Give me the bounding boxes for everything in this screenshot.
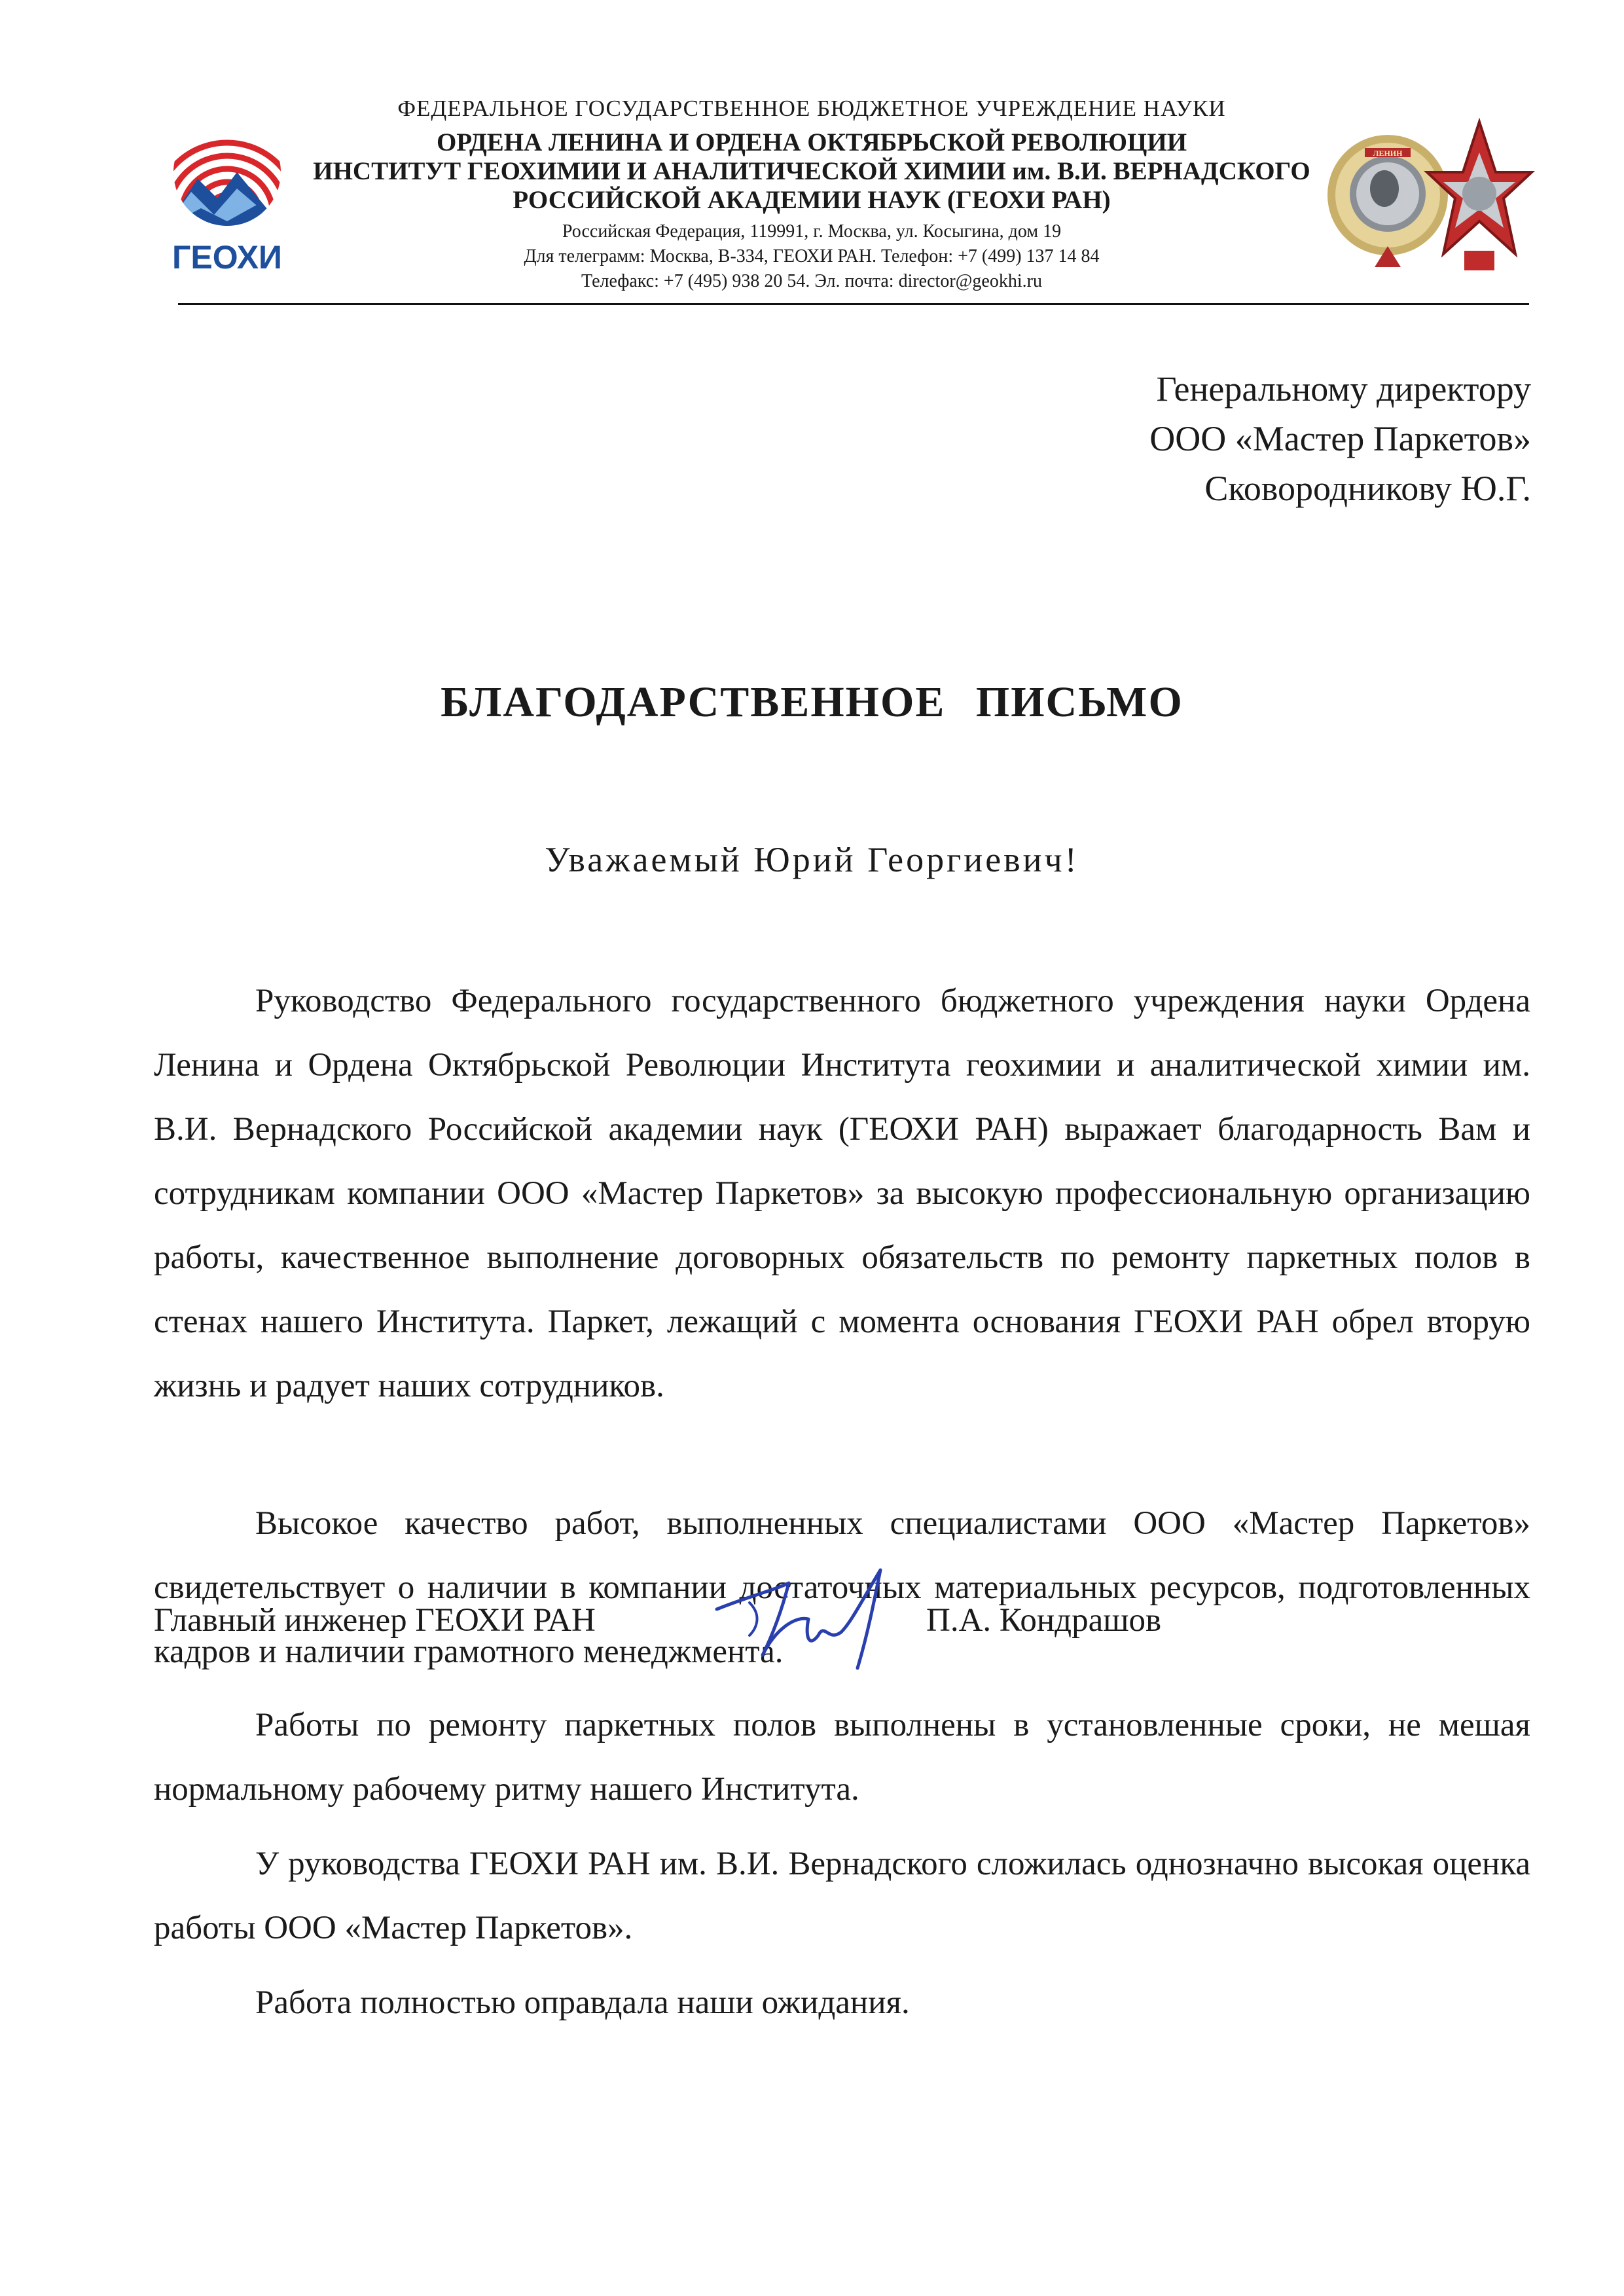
header-line-3: ИНСТИТУТ ГЕОХИМИИ И АНАЛИТИЧЕСКОЙ ХИМИИ им. В.И. ВЕРНАДСКОГО <box>313 157 1310 185</box>
body-paragraph-4: У руководства ГЕОХИ РАН им. В.И. Вернадского сложилась однозначно высокая оценка работы ООО «Мастер Паркетов». <box>154 1846 1530 1946</box>
addressee-line-1: Генеральному директору <box>1156 369 1531 409</box>
salutation: Уважаемый Юрий Георгиевич! <box>545 840 1079 879</box>
body-paragraph-1: Руководство Федерального государственного бюджетного учреждения науки Ордена Ленина и Ордена Октябрьской Революции Института геохимии и аналитической химии им. В.И. Вернадского Российской академии наук (ГЕОХИ РАН) выражает благодарность Вам и сотрудникам компании ООО «Мастер Паркетов» за высокую профессиональную организацию работы, качественное выполнение договорных обязательств по ремонту паркетных полов в стенах нашего Института. Паркет, лежащий с момента основания ГЕОХИ РАН обрел вторую жизнь и радует наших сотрудников. <box>154 983 1530 1404</box>
geokhi-logo <box>152 117 302 280</box>
body-paragraph-5: Работа полностью оправдала наши ожидания. <box>255 1984 910 2021</box>
header-line-1: ФЕДЕРАЛЬНОЕ ГОСУДАРСТВЕННОЕ БЮДЖЕТНОЕ УЧРЕЖДЕНИЕ НАУКИ <box>397 96 1226 121</box>
logo-wordmark: ГЕОХИ <box>172 239 282 276</box>
signatory-position: Главный инженер ГЕОХИ РАН <box>154 1602 596 1639</box>
header-address: Российская Федерация, 119991, г. Москва, ул. Косыгина, дом 19 <box>562 221 1062 242</box>
letter-title: БЛАГОДАРСТВЕННОЕ ПИСЬМО <box>441 678 1183 726</box>
header-line-4: РОССИЙСКОЙ АКАДЕМИИ НАУК (ГЕОХИ РАН) <box>513 186 1111 214</box>
header-telegram: Для телеграмм: Москва, В-334, ГЕОХИ РАН. Телефон: +7 (499) 137 14 84 <box>524 246 1100 266</box>
header-fax: Телефакс: +7 (495) 938 20 54. Эл. почта: director@geokhi.ru <box>581 271 1042 291</box>
body-paragraph-2: Высокое качество работ, выполненных специалистами ООО «Мастер Паркетов» свидетельствует о наличии в компании достаточных материальных ресурсов, подготовленных кадров и наличии грамотного менеджмента. <box>154 1505 1530 1670</box>
handwritten-signature <box>710 1557 920 1675</box>
addressee-line-2: ООО «Мастер Паркетов» <box>1149 419 1531 458</box>
header-line-2: ОРДЕНА ЛЕНИНА И ОРДЕНА ОКТЯБРЬСКОЙ РЕВОЛЮЦИИ <box>436 128 1187 156</box>
header-divider <box>178 303 1529 305</box>
signatory-name: П.А. Кондрашов <box>926 1602 1162 1639</box>
award-text: ЛЕНИН <box>1373 149 1403 158</box>
addressee-line-3: Сковородникову Ю.Г. <box>1204 469 1531 508</box>
order-awards-icon <box>1319 117 1535 280</box>
body-paragraph-3: Работы по ремонту паркетных полов выполнены в установленные сроки, не мешая нормальному рабочему ритму нашего Института. <box>154 1707 1530 1808</box>
